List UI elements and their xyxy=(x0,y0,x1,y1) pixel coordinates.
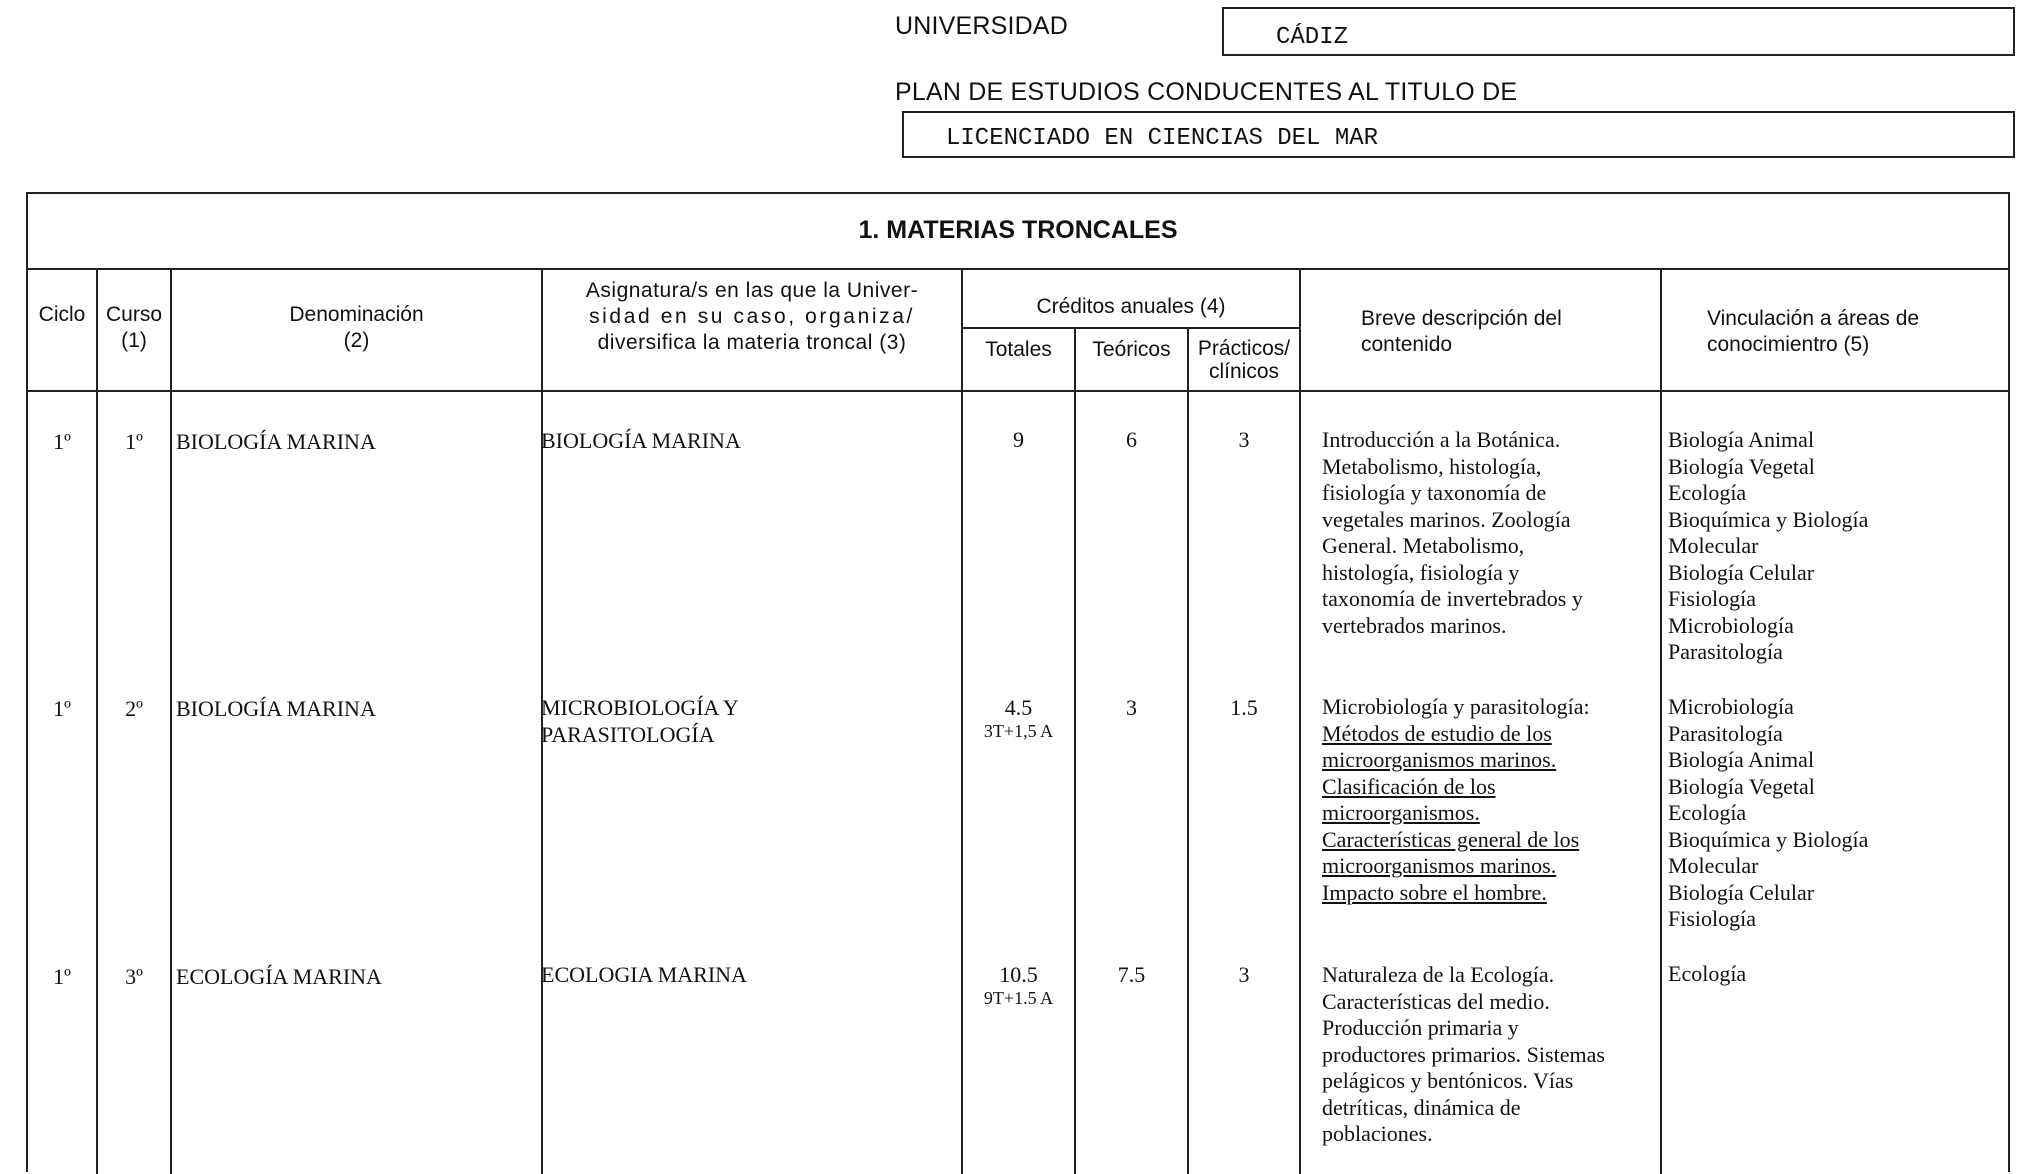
table-title: 1. MATERIAS TRONCALES xyxy=(858,216,1178,244)
row-asignatura: ECOLOGIA MARINA xyxy=(541,962,747,987)
col-divider xyxy=(1660,270,1662,1174)
titulo-value: LICENCIADO EN CIENCIAS DEL MAR xyxy=(946,125,1379,152)
row-teoricos: 6 xyxy=(1126,427,1137,452)
col-divider xyxy=(1299,270,1301,1174)
row-descripcion: Introducción a la Botánica. Metabolismo, histología, fisiología y taxonomía de vegetales marinos. Zoología General. Metabolismo, histología, fisiología y taxonomía de invertebrados y vertebrados marinos. xyxy=(1322,427,1583,638)
header-practicos: Prácticos/ clínicos xyxy=(1197,337,1291,383)
header-denominacion: Denominación (2) xyxy=(289,303,424,352)
header-totales: Totales xyxy=(985,338,1052,361)
row-denominacion: BIOLOGÍA MARINA xyxy=(176,696,376,721)
row-descripcion: Microbiología y parasitología: Métodos de estudio de los microorganismos marinos. Clasificación de los microorganismos. Características general de los microorganismos marinos. Impacto sobre el hombre. xyxy=(1322,694,1590,905)
row-curso: 1º xyxy=(125,429,143,454)
row-teoricos: 3 xyxy=(1126,695,1137,720)
universidad-field xyxy=(1222,7,2015,56)
row-areas: Ecología xyxy=(1668,961,1747,986)
row-descripcion: Naturaleza de la Ecología. Características del medio. Producción primaria y productores primarios. Sistemas pelágicos y bentónicos. Vías detríticas, dinámica de poblaciones. xyxy=(1322,962,1605,1146)
header-ciclo: Ciclo xyxy=(38,303,86,326)
row-teoricos: 7.5 xyxy=(1117,962,1146,987)
materias-troncales-table xyxy=(26,192,2010,1172)
col-divider xyxy=(170,270,172,1174)
row-asignatura: BIOLOGÍA MARINA xyxy=(541,428,741,453)
header-teoricos: Teóricos xyxy=(1092,338,1171,361)
universidad-value: CÁDIZ xyxy=(1276,24,1349,51)
row-totales: 10.5 9T+1.5 A xyxy=(983,962,1054,1008)
row-practicos: 3 xyxy=(1238,962,1250,987)
col-divider xyxy=(1187,328,1189,1174)
row-practicos: 1.5 xyxy=(1230,695,1258,720)
row-ciclo: 1º xyxy=(53,429,71,454)
row-areas: Biología Animal Biología Vegetal Ecología Bioquímica y Biología Molecular Biología Celular Fisiología Microbiología Parasitología xyxy=(1668,427,1869,664)
row-totales: 4.5 3T+1,5 A xyxy=(983,695,1054,741)
row-areas: Microbiología Parasitología Biología Animal Biología Vegetal Ecología Bioquímica y Biología Molecular Biología Celular Fisiología xyxy=(1668,694,1869,931)
row-curso: 2º xyxy=(125,696,143,721)
titulo-field xyxy=(902,111,2015,158)
row-practicos: 3 xyxy=(1238,427,1250,452)
creditos-divider xyxy=(961,327,1301,329)
header-creditos: Créditos anuales (4) xyxy=(1036,295,1226,318)
col-divider xyxy=(1074,328,1076,1174)
title-divider xyxy=(28,268,2008,270)
header-vinculacion: Vinculación a áreas de conocimientro (5) xyxy=(1707,307,1920,356)
universidad-label: UNIVERSIDAD xyxy=(895,12,1069,40)
row-denominacion: BIOLOGÍA MARINA xyxy=(176,429,376,454)
row-totales: 9 xyxy=(1013,427,1024,452)
row-ciclo: 1º xyxy=(53,696,71,721)
header-asignatura: Asignatura/s en las que la Univer- sidad en su caso, organiza/ diversifica la materia troncal (3) xyxy=(585,279,919,354)
header-curso: Curso (1) xyxy=(105,303,163,352)
row-asignatura: MICROBIOLOGÍA Y PARASITOLOGÍA xyxy=(541,695,739,747)
row-ciclo: 1º xyxy=(53,964,71,989)
header-divider xyxy=(28,390,2008,392)
row-denominacion: ECOLOGÍA MARINA xyxy=(176,964,382,989)
row-curso: 3º xyxy=(125,964,143,989)
plan-label: PLAN DE ESTUDIOS CONDUCENTES AL TITULO DE xyxy=(895,78,1518,106)
header-descripcion: Breve descripción del contenido xyxy=(1361,307,1562,356)
